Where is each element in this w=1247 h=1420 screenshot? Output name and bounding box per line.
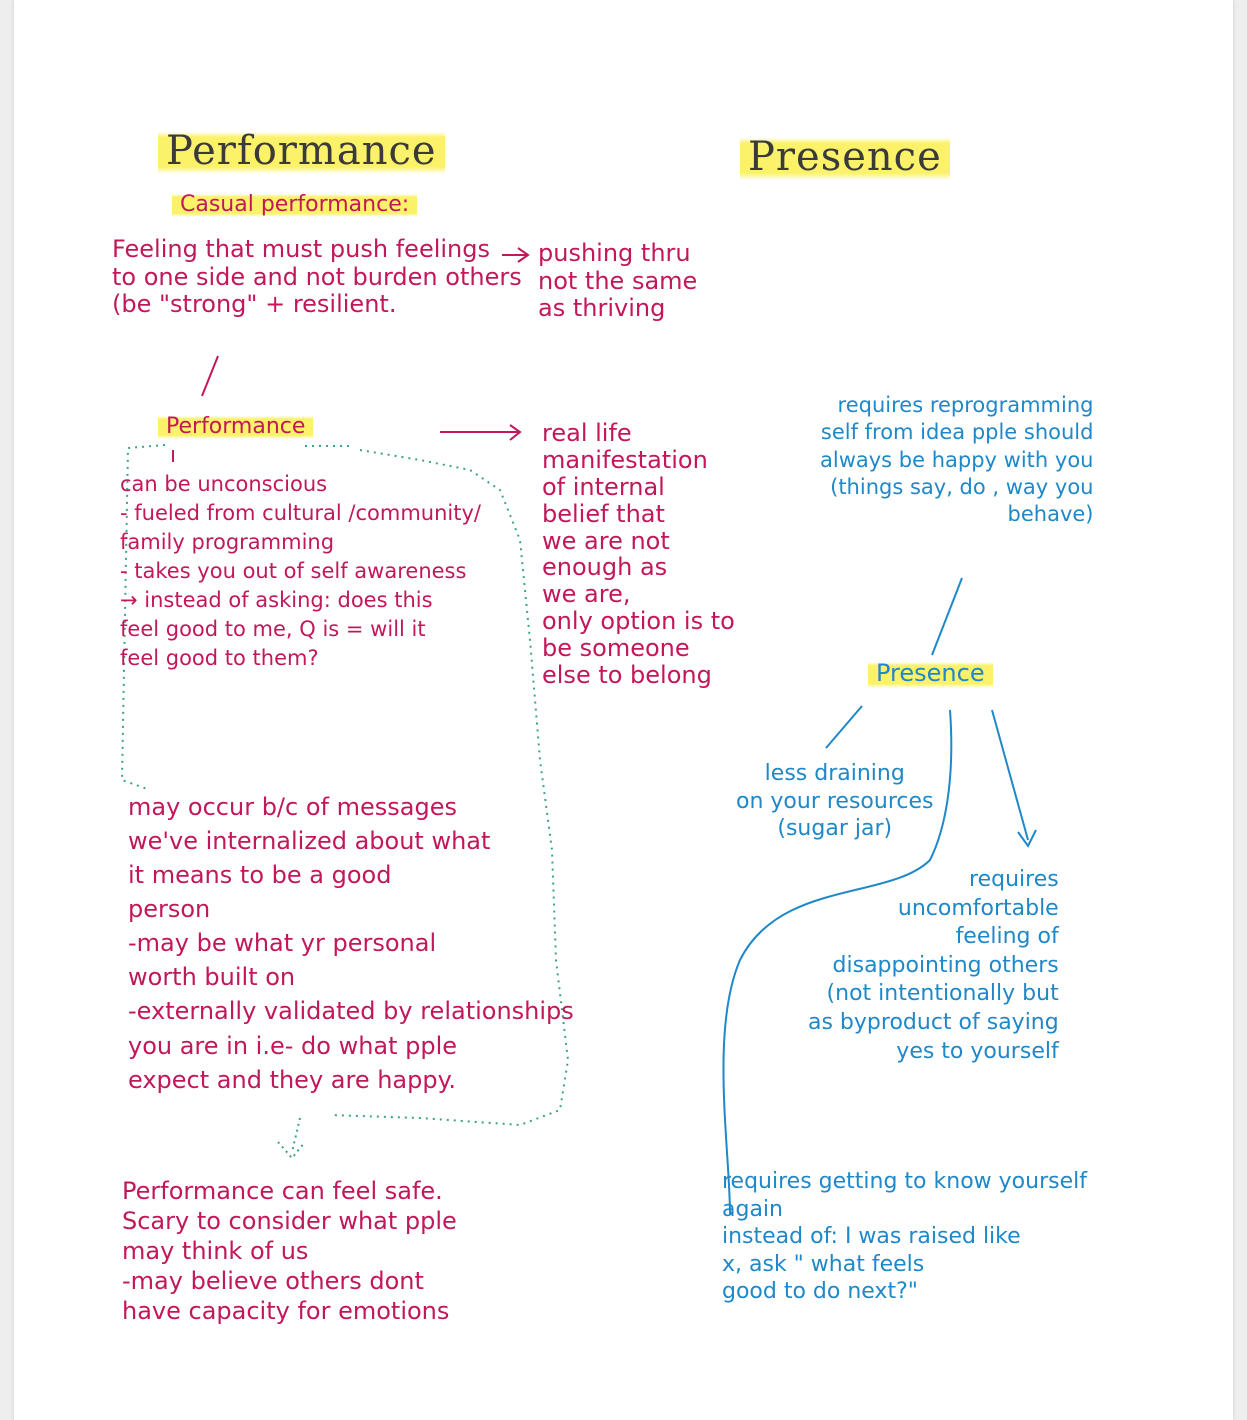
casual-performance-subtitle: Casual performance:	[172, 192, 417, 217]
line-reprogramming-to-presence	[932, 578, 962, 655]
reprogramming-note: requires reprogramming self from idea pple should always be happy with you (things say, do , way you behave)	[820, 393, 1094, 527]
feel-safe-text: Performance can feel safe. Scary to consider what pple may think of us -may believe others dont have capacity for emotions	[122, 1177, 457, 1325]
dotted-arrow-down	[278, 1118, 305, 1158]
line-presence-to-draining	[826, 706, 862, 748]
arrow-performance-to-reallife	[440, 425, 520, 440]
performance-bullets: can be unconscious - fueled from cultural /community/ family programming - takes you out of self awareness → instead of asking: does this feel good to me, Q is = will it feel good to them?	[120, 472, 481, 670]
line-intro-to-performance	[202, 356, 218, 396]
messages-text: may occur b/c of messages we've internalized about what it means to be a good person -may be what yr personal worth built on -externally validated by relationships you are in i.e- do what pple expect and they are happy.	[128, 793, 574, 1094]
intro-text: Feeling that must push feelings to one side and not burden others (be "strong" + resilient.	[112, 235, 522, 319]
uncomfortable-note: requires uncomfortable feeling of disappointing others (not intentionally but as byproduct of saying yes to yourself	[808, 867, 1059, 1064]
performance-label: Performance	[158, 414, 313, 439]
manifestation-note: real life manifestation of internal belief that we are not enough as we are, only option is to be someone else to belong	[542, 419, 735, 689]
presence-label: Presence	[868, 660, 993, 688]
presence-title: Presence	[740, 134, 950, 180]
performance-title: Performance	[158, 128, 445, 174]
know-yourself-note: requires getting to know yourself again instead of: I was raised like x, ask " what feels good to do next?"	[722, 1169, 1087, 1304]
pushing-thru-note: pushing thru not the same as thriving	[538, 239, 698, 323]
less-draining-note: less draining on your resources (sugar jar)	[736, 761, 934, 841]
arrow-presence-to-uncomfortable	[992, 710, 1036, 846]
